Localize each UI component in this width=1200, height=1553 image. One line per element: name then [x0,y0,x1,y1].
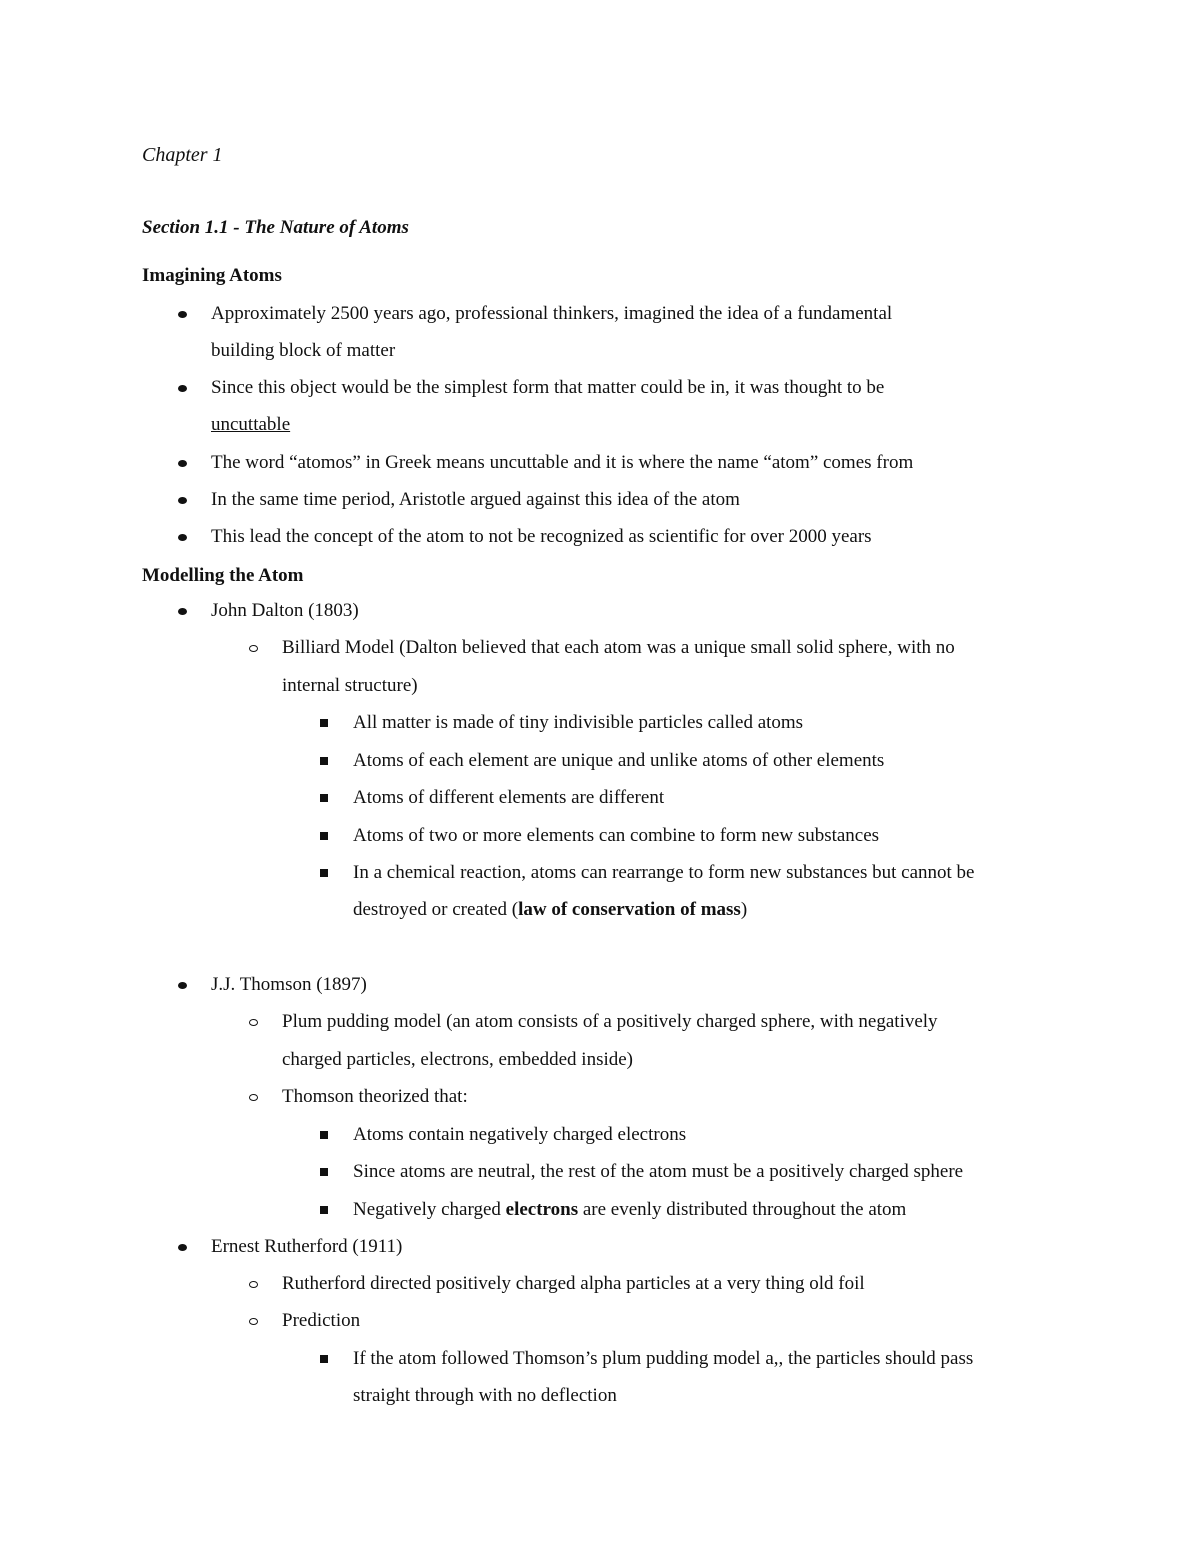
rutherford-point-line1: If the atom followed Thomson’s plum pudding model a,, the particles should pass [353,1348,974,1369]
dalton-name: John Dalton (1803) [211,600,359,621]
thomson-point-2: Since atoms are neutral, the rest of the atom must be a positively charged sphere [353,1161,964,1182]
dalton-point-5-post: ) [740,899,748,920]
thomson-point-1: Atoms contain negatively charged electrons [353,1124,687,1145]
dalton-point-2: Atoms of each element are unique and unlike atoms of other elements [353,750,885,771]
rutherford-prediction: Prediction [282,1310,361,1331]
square-bullet [320,1355,328,1363]
square-bullet [320,1206,328,1214]
circle-bullet [249,645,258,652]
dalton-point-1: All matter is made of tiny indivisible particles called atoms [353,712,804,733]
disc-bullet [178,1244,187,1251]
thomson-model-line2: charged particles, electrons, embedded inside) [282,1049,634,1070]
electrons-term: electrons [505,1199,579,1220]
imagining-item-3: The word “atomos” in Greek means uncuttable and it is where the name “atom” comes from [211,452,914,473]
imagining-item-1-line1: Approximately 2500 years ago, professional thinkers, imagined the idea of a fundamental [211,303,893,324]
disc-bullet [178,497,187,504]
dalton-point-5: In a chemical reaction, atoms can rearrange to form new substances but cannot be [353,862,975,883]
modelling-heading: Modelling the Atom [142,565,304,586]
rutherford-experiment: Rutherford directed positively charged alpha particles at a very thing old foil [282,1273,865,1294]
square-bullet [320,869,328,877]
disc-bullet [178,982,187,989]
circle-bullet [249,1318,258,1325]
square-bullet [320,1168,328,1176]
imagining-item-2-line1: Since this object would be the simplest form that matter could be in, it was thought to be [211,377,885,398]
thomson-point-3 [353,1200,906,1219]
circle-bullet [249,1094,258,1101]
dalton-point-5-line2 [353,900,747,919]
disc-bullet [178,311,187,318]
square-bullet [320,1131,328,1139]
disc-bullet [178,608,187,615]
imagining-item-5: This lead the concept of the atom to not be recognized as scientific for over 2000 years [211,526,872,547]
dalton-model-line1: Billiard Model (Dalton believed that each atom was a unique small solid sphere, with no [282,637,955,658]
dalton-point-4: Atoms of two or more elements can combine to form new substances [353,825,880,846]
square-bullet [320,832,328,840]
imagining-item-1-line2: building block of matter [211,340,396,361]
dalton-point-3: Atoms of different elements are different [353,787,665,808]
thomson-theorized: Thomson theorized that: [282,1086,468,1107]
square-bullet [320,794,328,802]
chapter-label: Chapter 1 [142,144,223,166]
circle-bullet [249,1019,258,1026]
dalton-point-5-pre: destroyed or created ( [353,899,519,920]
thomson-name: J.J. Thomson (1897) [211,974,367,995]
circle-bullet [249,1281,258,1288]
square-bullet [320,757,328,765]
thomson-model-line1: Plum pudding model (an atom consists of a positively charged sphere, with negatively [282,1011,938,1032]
conservation-of-mass-term: law of conservation of mass [518,899,741,920]
section-title: Section 1.1 - The Nature of Atoms [142,217,409,238]
square-bullet [320,719,328,727]
disc-bullet [178,534,187,541]
imagining-item-2-line2: uncuttable [211,414,291,435]
thomson-point-3-post: are evenly distributed throughout the atom [578,1199,907,1220]
rutherford-point-line2: straight through with no deflection [353,1385,617,1406]
rutherford-name: Ernest Rutherford (1911) [211,1236,403,1257]
dalton-model-line2: internal structure) [282,675,418,696]
imagining-heading: Imagining Atoms [142,265,282,286]
imagining-item-4: In the same time period, Aristotle argued against this idea of the atom [211,489,740,510]
thomson-point-3-pre: Negatively charged [353,1199,506,1220]
disc-bullet [178,385,187,392]
disc-bullet [178,460,187,467]
